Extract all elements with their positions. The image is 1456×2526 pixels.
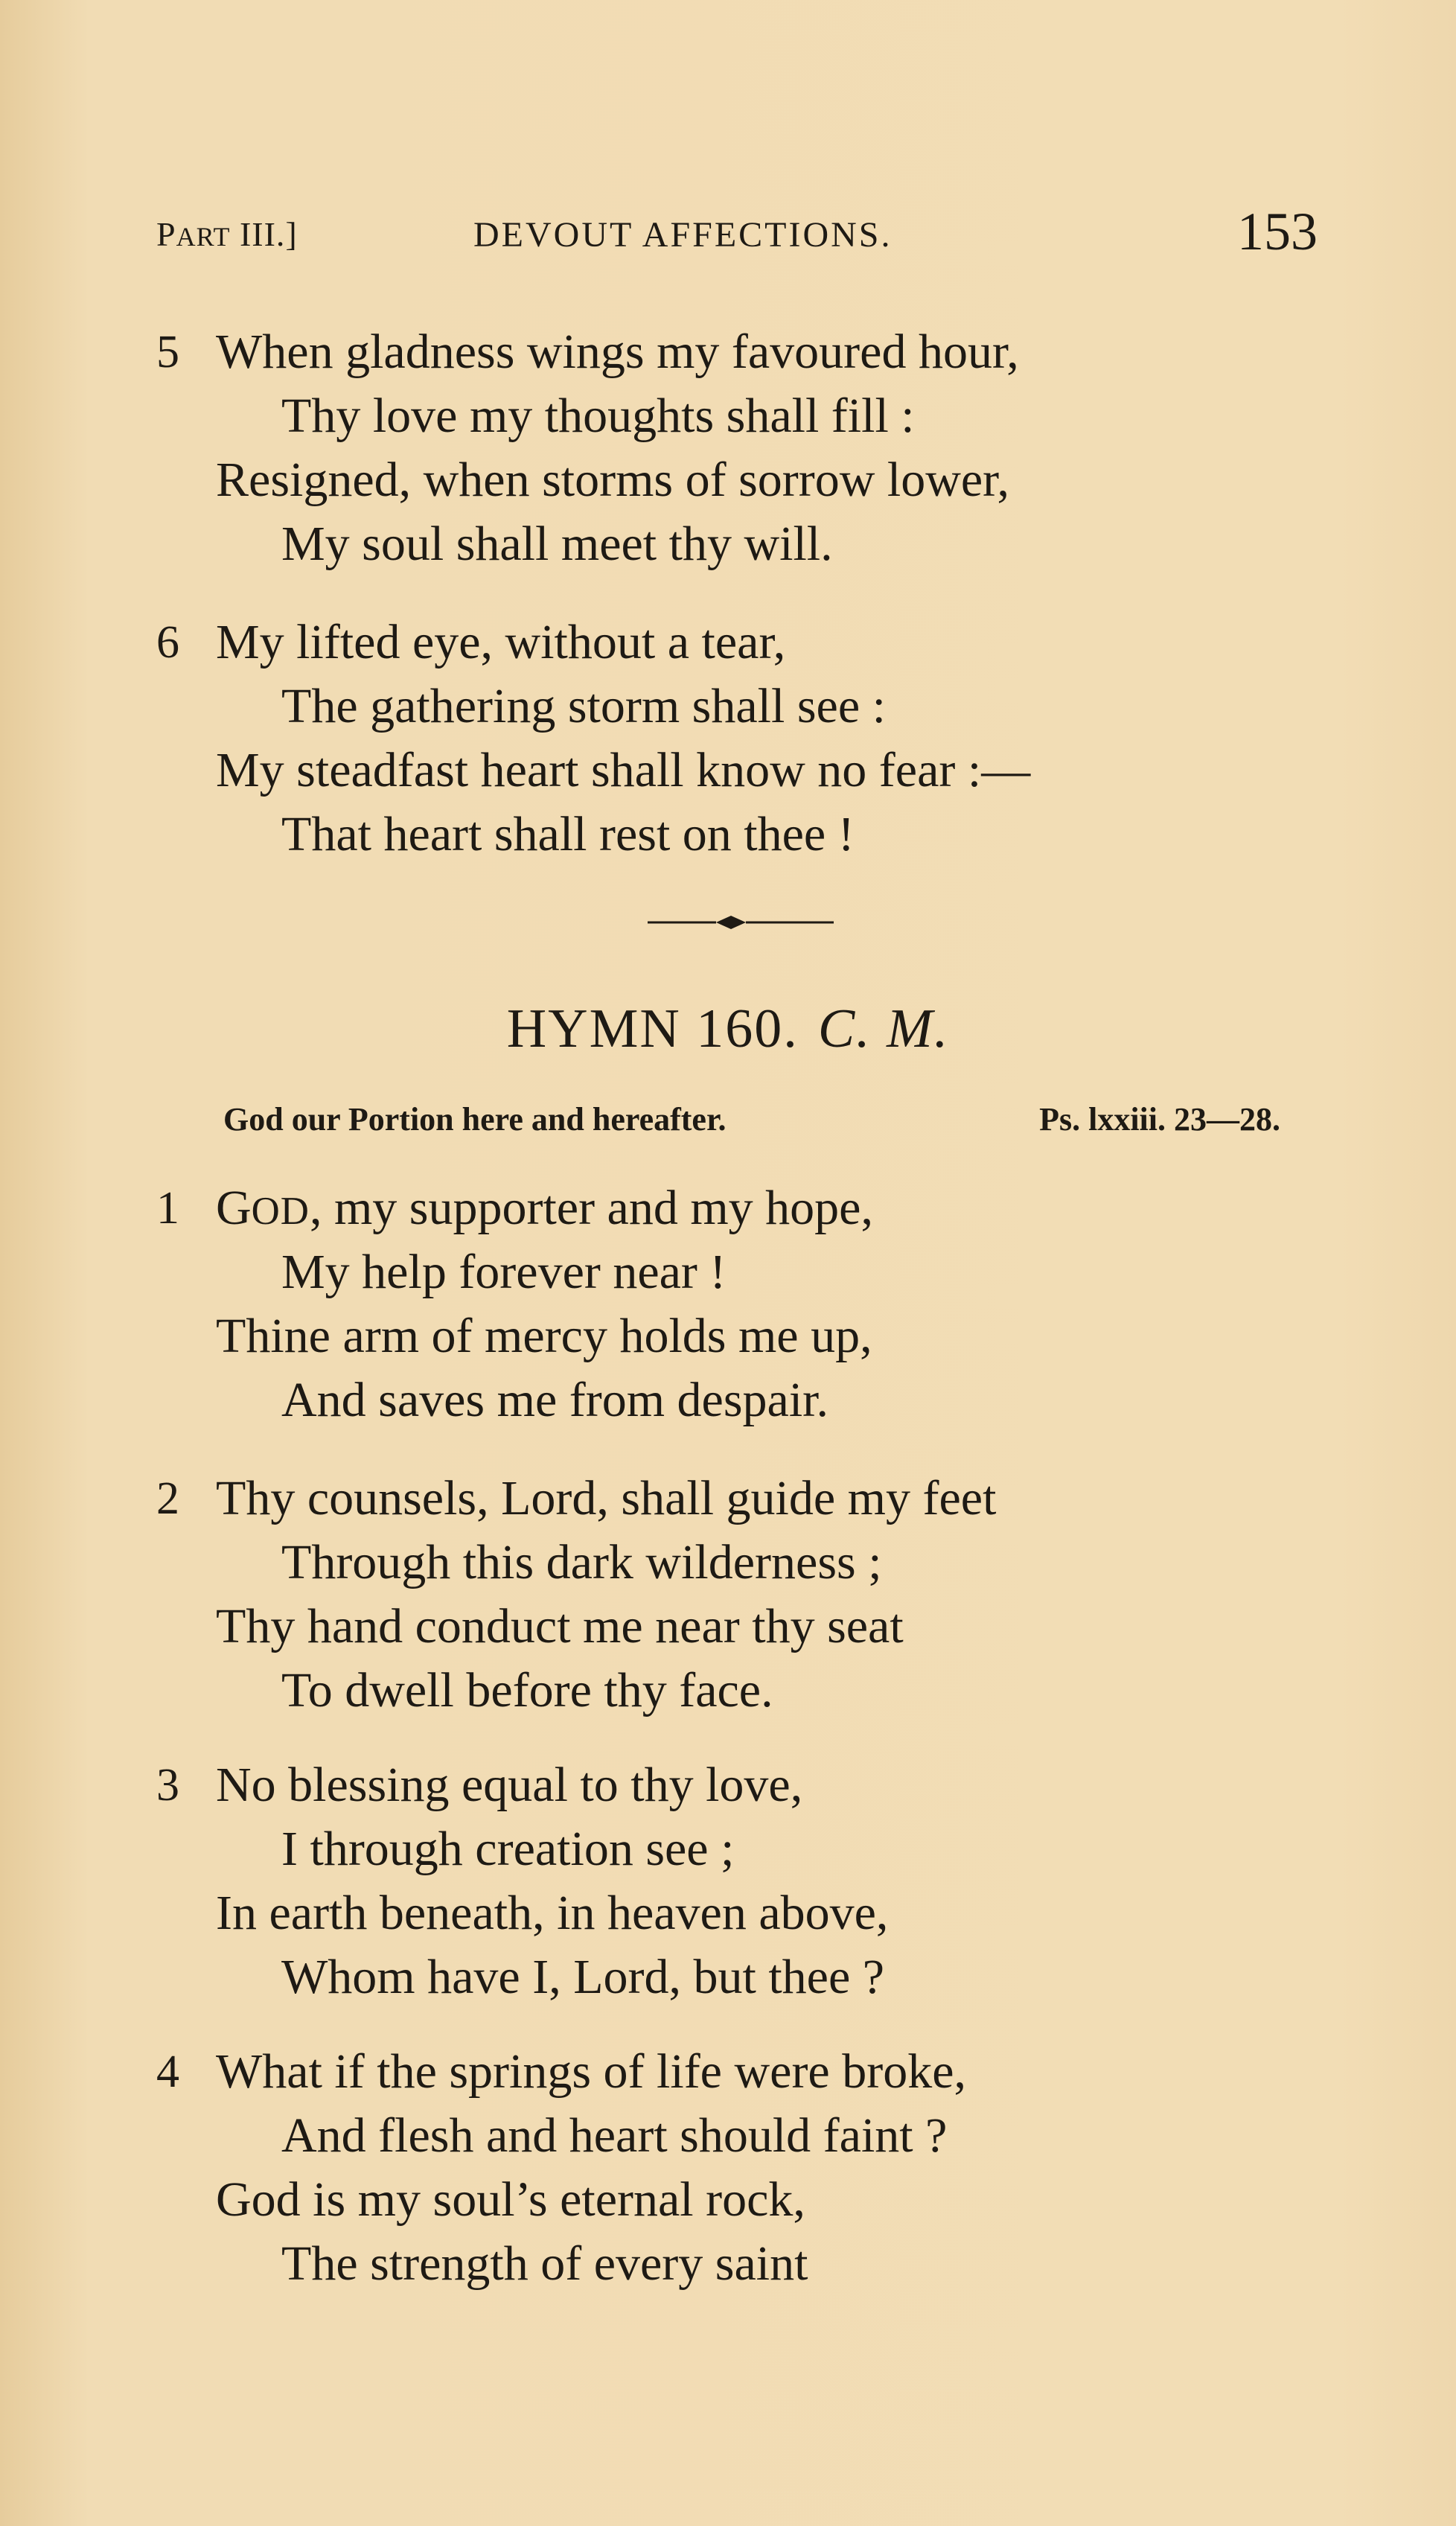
verse-line: The strength of every saint bbox=[281, 2236, 808, 2291]
hymn-stanza-4 bbox=[156, 2040, 1318, 2296]
part-initial: P bbox=[156, 215, 176, 253]
verse-line: Thine arm of mercy holds me up, bbox=[216, 1309, 872, 1363]
hymn-title bbox=[0, 998, 1456, 1061]
stanza-number: 6 bbox=[156, 617, 179, 668]
verse-line: Whom have I, Lord, but thee ? bbox=[281, 1950, 885, 2004]
part-small-caps: ART bbox=[176, 222, 231, 252]
verse-line: Resigned, when storms of sorrow lower, bbox=[216, 453, 1010, 507]
stanza-number: 4 bbox=[156, 2047, 179, 2097]
verse-line: And saves me from despair. bbox=[281, 1373, 828, 1427]
ornament-divider bbox=[648, 911, 834, 934]
verse-line: Thy counsels, Lord, shall guide my feet bbox=[216, 1471, 997, 1525]
verse-line: Thy love my thoughts shall fill : bbox=[281, 389, 915, 443]
verse-line: That heart shall rest on thee ! bbox=[281, 807, 855, 861]
verse-line: I through creation see ; bbox=[281, 1822, 735, 1876]
stanza-number: 2 bbox=[156, 1473, 179, 1524]
hymn-subtitle bbox=[223, 1100, 1280, 1138]
verse-line bbox=[216, 1176, 873, 1243]
stanza-6 bbox=[156, 610, 1318, 867]
verse-line: My lifted eye, without a tear, bbox=[216, 615, 786, 669]
verse-line-rest: , my supporter and my hope, bbox=[309, 1181, 873, 1235]
stanza-number: 5 bbox=[156, 327, 179, 377]
verse-line: My steadfast heart shall know no fear :— bbox=[216, 743, 1031, 797]
stanza-number: 1 bbox=[156, 1183, 179, 1234]
verse-line: And flesh and heart should faint ? bbox=[281, 2108, 948, 2163]
scripture-reference: Ps. lxxiii. 23—28. bbox=[1039, 1101, 1280, 1138]
verse-line: Thy hand conduct me near thy seat bbox=[216, 1599, 904, 1653]
part-label bbox=[156, 214, 298, 254]
verse-line: The gathering storm shall see : bbox=[281, 679, 886, 733]
section-title: DEVOUT AFFECTIONS. bbox=[473, 215, 893, 255]
verse-line: My soul shall meet thy will. bbox=[281, 517, 833, 571]
small-caps-word: OD bbox=[251, 1190, 310, 1233]
stanza-5 bbox=[156, 320, 1318, 576]
hymn-stanza-2 bbox=[156, 1467, 1318, 1723]
part-number: III.] bbox=[230, 215, 298, 253]
page-number: 153 bbox=[1237, 202, 1318, 261]
hymn-number: HYMN 160. bbox=[506, 998, 799, 1059]
hymn-stanza-3 bbox=[156, 1753, 1318, 2009]
stanza-number: 3 bbox=[156, 1760, 179, 1811]
verse-line: When gladness wings my favoured hour, bbox=[216, 325, 1019, 379]
verse-line: Through this dark wilderness ; bbox=[281, 1535, 882, 1589]
verse-line: What if the springs of life were broke, bbox=[216, 2044, 966, 2099]
initial-letter: G bbox=[216, 1181, 252, 1235]
verse-line: No blessing equal to thy love, bbox=[216, 1758, 803, 1812]
verse-line: My help forever near ! bbox=[281, 1245, 727, 1299]
hymn-meter: C. M. bbox=[817, 998, 950, 1059]
verse-line: God is my soul’s eternal rock, bbox=[216, 2172, 805, 2227]
hymn-theme: God our Portion here and hereafter. bbox=[223, 1101, 727, 1138]
running-head bbox=[156, 201, 1318, 268]
hymn-stanza-1 bbox=[156, 1176, 1318, 1432]
verse-line: In earth beneath, in heaven above, bbox=[216, 1886, 889, 1940]
verse-line: To dwell before thy face. bbox=[281, 1663, 773, 1718]
